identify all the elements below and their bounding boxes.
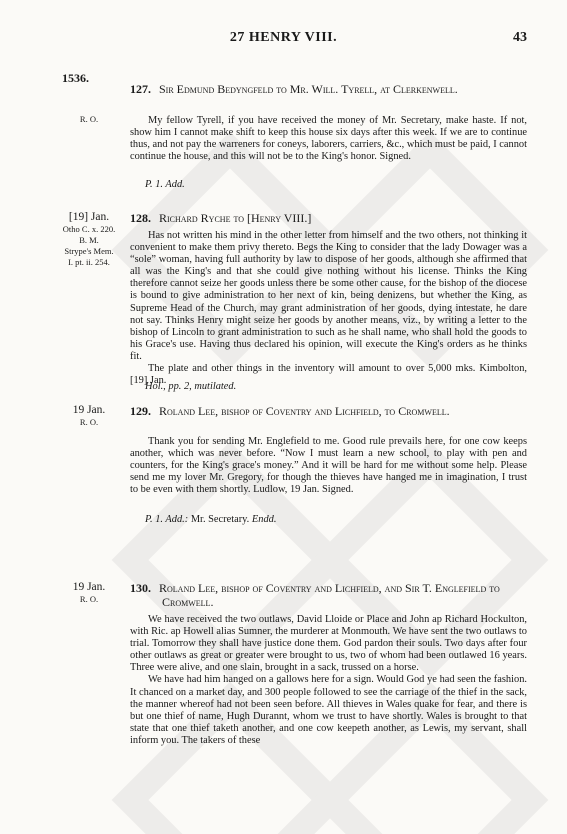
page-number: 43: [513, 30, 527, 45]
year-label: 1536.: [62, 71, 89, 85]
paragraph: We have received the two outlaws, David Lloide or Place and John ap Richard Hockulton, with Ric. ap Howell alias Sumner, the murderer at Monmouth. We have sent the two outlaws to trial. Tomorrow they shall have justice done them. God pardon their souls. Two days after four other outlaws as great or greater were brought to us, two of whom had been outlawed 16 years. Three were alive, and one slain, brought in a sack, trussed on a horse.: [130, 614, 527, 674]
entry-body: [130, 115, 527, 163]
paragraph: We have had him hanged on a gallows here for a sign. Would God ye had seen the fashion. It chanced on a market day, and 300 people followed to see the carriage of the thief in the sack, the manner whereof had not been seen before. All thieves in Wales quake for fear, and there is but one thief of name, Hugh Durannt, whom we trust to have shortly. Wales is brought to that state that one thief taketh another, and one cow keepeth another, as Lewis, my servant, shall inform you. The takers of these: [130, 674, 527, 746]
entry-number: 130.: [130, 581, 151, 595]
paragraph: The plate and other things in the inventory will amount to over 5,000 mks. Kimbolton, [19] Jan.: [130, 363, 527, 387]
entry-heading: [130, 82, 527, 96]
entry-title: Richard Ryche to [Henry VIII.]: [159, 211, 312, 225]
margin-ref: Otho C. x. 220.: [62, 224, 116, 234]
margin-date: 19 Jan.: [72, 581, 106, 593]
running-header: [0, 30, 567, 50]
note-text: P. 1. Add.: [145, 179, 185, 190]
entry-note: [145, 514, 276, 525]
entry-heading: [130, 211, 527, 225]
margin-ref: R. O.: [79, 114, 99, 124]
margin-note: [58, 211, 120, 268]
margin-ref: R. O.: [79, 594, 99, 604]
entry-body: [130, 436, 527, 496]
note-endorsed: Endd.: [251, 514, 277, 525]
running-title: 27 HENRY VIII.: [229, 30, 338, 45]
note-text: Hol., pp. 2, mutilated.: [145, 381, 237, 392]
margin-ref: Strype's Mem.: [64, 246, 114, 256]
margin-note: [58, 114, 120, 125]
entry-title: Sir Edmund Bedyngfeld to Mr. Will. Tyrell, at Clerkenwell.: [159, 82, 458, 96]
entry-title: Roland Lee, bishop of Coventry and Lichfield, and Sir T. Englefield to Cromwell.: [159, 581, 500, 609]
entry-number: 129.: [130, 404, 151, 418]
paragraph: Thank you for sending Mr. Englefield to me. Good rule prevails here, for one cow keeps another, which was never before. “Now I must learn a new school, to play with pen and counters, for the King's grace's money.” And it will be hard for me without some help. Please send me my lover Mr. Gregory, for though the thieves have hanged me in imagination, I trust to be even with them shortly. Ludlow, 19 Jan. Signed.: [130, 436, 527, 496]
entry-body: [130, 230, 527, 387]
entry-body: [130, 614, 527, 747]
margin-date: [19] Jan.: [68, 211, 110, 223]
note-text: P. 1. Add.:: [145, 514, 189, 525]
entry-number: 128.: [130, 211, 151, 225]
entry-title: Roland Lee, bishop of Coventry and Lichfield, to Cromwell.: [159, 404, 450, 418]
margin-ref: B. M.: [79, 235, 99, 245]
paragraph: Has not written his mind in the other letter from himself and the two others, not thinking it convenient to make them privy thereto. Begs the King to consider that the lady Dowager was a “sole” woman, having full authority by law to dispose of her goods, although she affirmed that all was the King's and that she could give nothing without his license. Thinks the King therefore cannot seize her goods unless there be some other cause, for the bishop of the diocese is bound to give administration to her next of kin, being denizens, but whether the King, as Supreme Head of the Church, may grant administration of her goods, dying intestate, he dare not say. Thinks Henry might seize her goods by another means, viz., by writing a letter to the bishop of Lincoln to grant administration to such as he shall name, who shall hold the goods to his Grace's use. Having thus declared his opinion, will execute the King's orders as he thinks fit.: [130, 230, 527, 362]
entry-note: [145, 179, 185, 190]
margin-note: [58, 581, 120, 605]
margin-date: 19 Jan.: [72, 404, 106, 416]
entry-heading: [130, 581, 527, 609]
margin-ref: I. pt. ii. 254.: [68, 257, 110, 267]
paragraph: My fellow Tyrell, if you have received the money of Mr. Secretary, make haste. If not, show him I cannot make shift to keep this house six days after this week. If we are to continue thus, and not pay the warreners for coneys, laborers, carriers, &c., which must be paid, I cannot continue the house, and this will not be to the King's honor. Signed.: [130, 115, 527, 163]
note-address: Mr. Secretary.: [190, 514, 250, 525]
entry-note: [145, 381, 236, 392]
entry-number: 127.: [130, 82, 151, 96]
margin-ref: R. O.: [79, 417, 99, 427]
margin-note: [58, 404, 120, 428]
entry-heading: [130, 404, 527, 418]
